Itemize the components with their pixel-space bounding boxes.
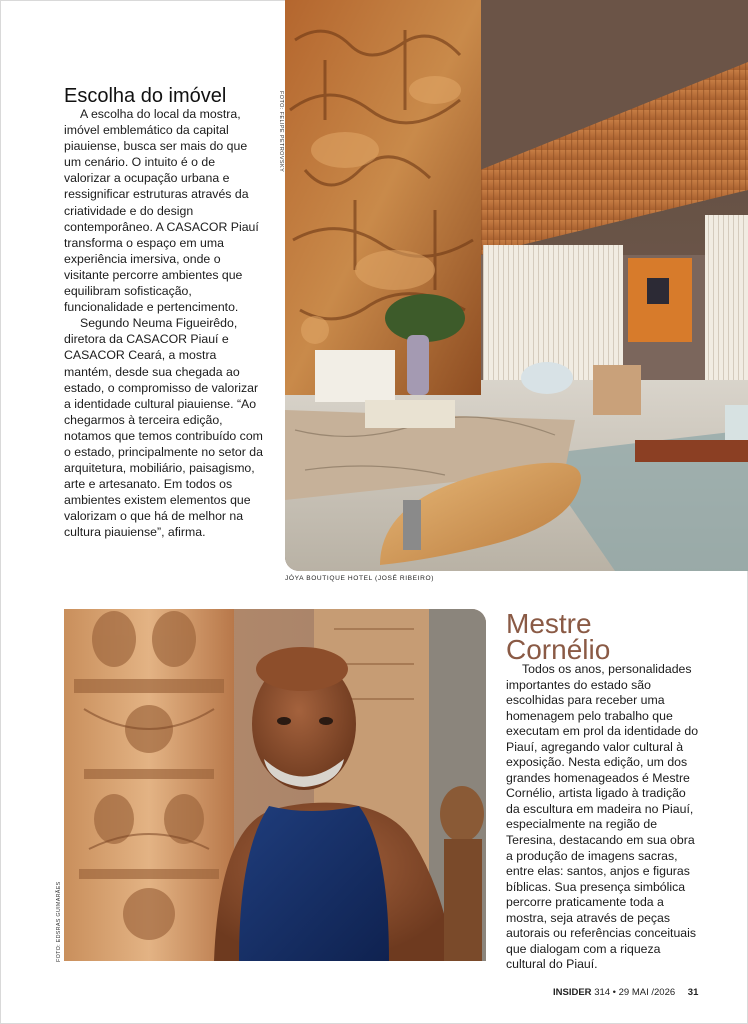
interior-photo <box>285 0 748 571</box>
paragraph: Todos os anos, personalidades importantes do estado são escolhidas para receber uma homenagem pelo trabalho que executam em prol da identidade do Piauí, agregando valor cultural à exposição. Nesta edição, um dos grandes homenageados é Mestre Cornélio, artista ligado à tradição da escultura em madeira no Piauí, especialmente na região de Teresina, destacando em sua obra a produção de imagens sacras, entre elas: santos, anjos e figuras bíblicas. Sua presença simbólica percorre praticamente toda a mostra, seja através de peças autorais ou referências conceituais que dialogam com a riqueza cultural do Piauí. <box>506 662 699 972</box>
title-line: Mestre <box>506 608 592 639</box>
section-body-escolha <box>64 106 264 541</box>
paragraph: Segundo Neuma Figueirêdo, diretora da CASACOR Piauí e CASACOR Ceará, a mostra mantém, desde sua chegada ao estado, o compromisso de valorizar a identidade cultural piauiense. “Ao chegarmos à terceira edição, notamos que temos contribuído com o estado, principalmente no setor da arquitetura, mobiliário, paisagismo, arte e artesanato. Em todos os ambientes existem elementos que valorizam o que há de melhor na cultura piauiense”, afirma. <box>64 316 263 540</box>
photo-credit: FOTO: FELIPE PETROVSKY <box>278 91 284 173</box>
artist-portrait-photo <box>64 609 486 961</box>
issue-info: 314 • 29 MAI /2026 <box>594 987 676 998</box>
title-line: Cornélio <box>506 634 611 665</box>
section-title-escolha: Escolha do imóvel <box>64 85 227 107</box>
paragraph: A escolha do local da mostra, imóvel emblemático da capital piauiense, busca ser mais do que um cenário. O intuito é o de valorizar a ocupação urbana e ressignificar estruturas através da criatividade e do design contemporâneo. A CASACOR Piauí transforma o espaço em uma experiência imersiva, onde o visitante percorre ambientes que equilibram sofisticação, funcionalidade e pertencimento. <box>64 107 259 315</box>
photo-credit: FOTO: EDSRAS GUIMARÃES <box>56 881 62 962</box>
page-number: 31 <box>687 987 699 998</box>
section-title-mestre-cornelio <box>506 608 706 665</box>
magazine-brand: INSIDER <box>553 987 592 998</box>
photo-caption: JÓYA BOUTIQUE HOTEL (JOSÉ RIBEIRO) <box>285 575 434 582</box>
section-body-mestre-cornelio <box>506 662 700 973</box>
page-footer <box>553 987 698 998</box>
